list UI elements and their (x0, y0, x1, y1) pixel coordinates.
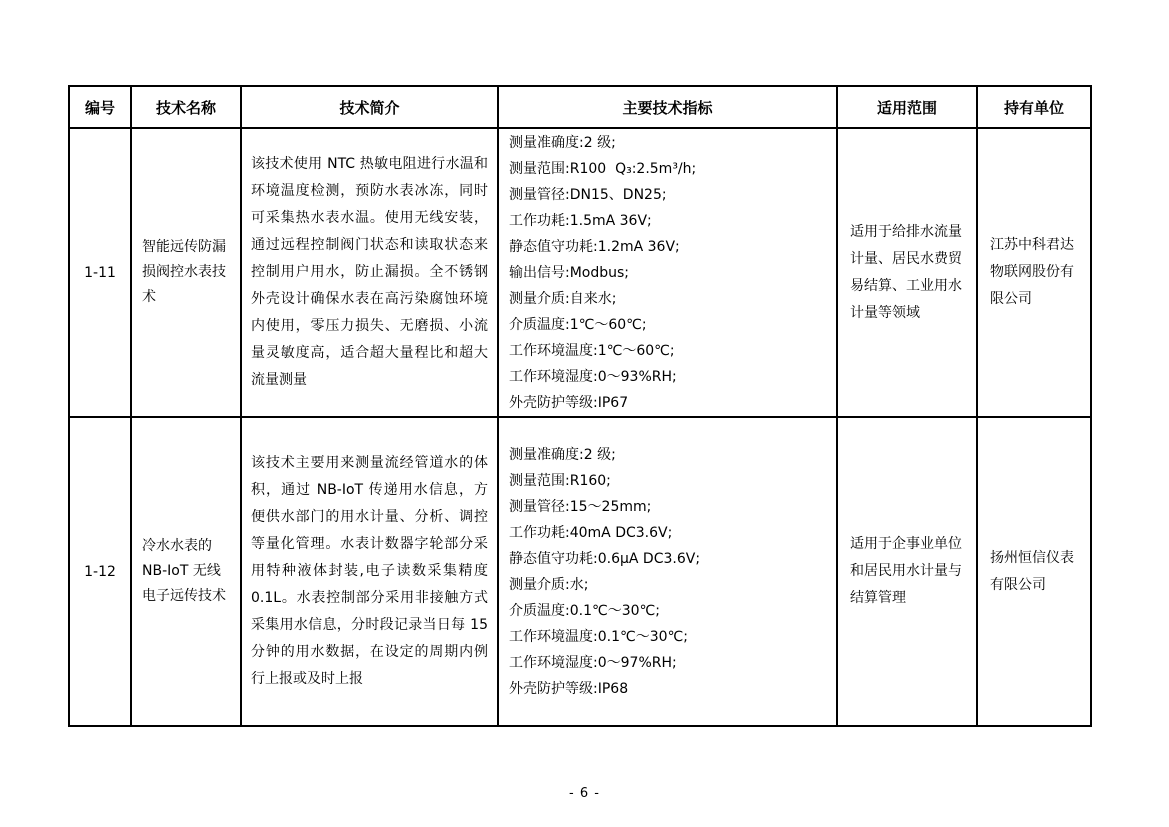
indicator-line: 测量介质:自来水; (509, 290, 617, 307)
cell-tech-scope: 适用于给排水流量计量、居民水费贸易结算、工业用水计量等领域 (837, 128, 977, 417)
cell-tech-scope: 适用于企事业单位和居民用水计量与结算管理 (837, 417, 977, 726)
indicator-line: 工作功耗:40mA DC3.6V; (509, 524, 673, 541)
cell-tech-id: 1-12 (69, 417, 131, 726)
indicator-line: 工作环境温度:1℃～60℃; (509, 342, 675, 359)
cell-tech-name: 智能远传防漏损阀控水表技术 (131, 128, 241, 417)
indicator-line: 工作环境湿度:0～93%RH; (509, 368, 677, 385)
indicator-line: 工作功耗:1.5mA 36V; (509, 212, 652, 229)
page-number: - 6 - (569, 786, 600, 801)
indicator-line: 外壳防护等级:IP68 (509, 680, 629, 697)
cell-tech-holder: 扬州恒信仪表有限公司 (977, 417, 1091, 726)
column-header-holder: 持有单位 (977, 86, 1091, 128)
technology-table (68, 85, 1092, 727)
indicator-line: 测量准确度:2 级; (509, 446, 616, 463)
column-header-scope: 适用范围 (837, 86, 977, 128)
cell-tech-intro: 该技术使用 NTC 热敏电阻进行水温和环境温度检测，预防水表冰冻，同时可采集热水表水温。使用无线安装，通过远程控制阀门状态和读取状态来控制用户用水，防止漏损。全不锈钢外壳设计确保水表在高污染腐蚀环境内使用，零压力损失、无磨损、小流量灵敏度高，适合超大量程比和超大流量测量 (241, 128, 498, 417)
indicator-line: 测量范围:R100 Q₃:2.5m³/h; (509, 160, 697, 177)
column-header-indicators: 主要技术指标 (498, 86, 837, 128)
indicator-line: 工作环境温度:0.1℃～30℃; (509, 628, 688, 645)
indicator-line: 测量管径:DN15、DN25; (509, 186, 667, 203)
indicator-line: 介质温度:1℃～60℃; (509, 316, 647, 333)
cell-tech-id: 1-11 (69, 128, 131, 417)
indicator-line: 介质温度:0.1℃～30℃; (509, 602, 660, 619)
cell-tech-intro: 该技术主要用来测量流经管道水的体积，通过 NB-IoT 传递用水信息，方便供水部门的用水计量、分析、调控等量化管理。水表计数器字轮部分采用特种液体封装,电子读数采集精度 0.1L。水表控制部分采用非接触方式采集用水信息，分时段记录当日每 15 分钟的用水数据，在设定的周期内例行上报或及时上报 (241, 417, 498, 726)
table-header-row (69, 86, 1091, 128)
indicator-line: 外壳防护等级:IP67 (509, 394, 629, 411)
cell-tech-indicators (498, 417, 837, 726)
cell-tech-name: 冷水水表的 NB-IoT 无线电子远传技术 (131, 417, 241, 726)
indicator-line: 测量介质:水; (509, 576, 589, 593)
indicator-line: 工作环境湿度:0～97%RH; (509, 654, 677, 671)
column-header-name: 技术名称 (131, 86, 241, 128)
indicator-line: 静态值守功耗:0.6μA DC3.6V; (509, 550, 701, 567)
table-row (69, 128, 1091, 417)
column-header-id: 编号 (69, 86, 131, 128)
indicator-line: 测量范围:R160; (509, 472, 611, 489)
indicator-line: 输出信号:Modbus; (509, 264, 630, 281)
indicator-line: 测量管径:15～25mm; (509, 498, 652, 515)
indicator-line: 测量准确度:2 级; (509, 134, 616, 151)
column-header-intro: 技术简介 (241, 86, 498, 128)
cell-tech-indicators (498, 128, 837, 417)
cell-tech-holder: 江苏中科君达物联网股份有限公司 (977, 128, 1091, 417)
indicator-line: 静态值守功耗:1.2mA 36V; (509, 238, 680, 255)
table-row (69, 417, 1091, 726)
